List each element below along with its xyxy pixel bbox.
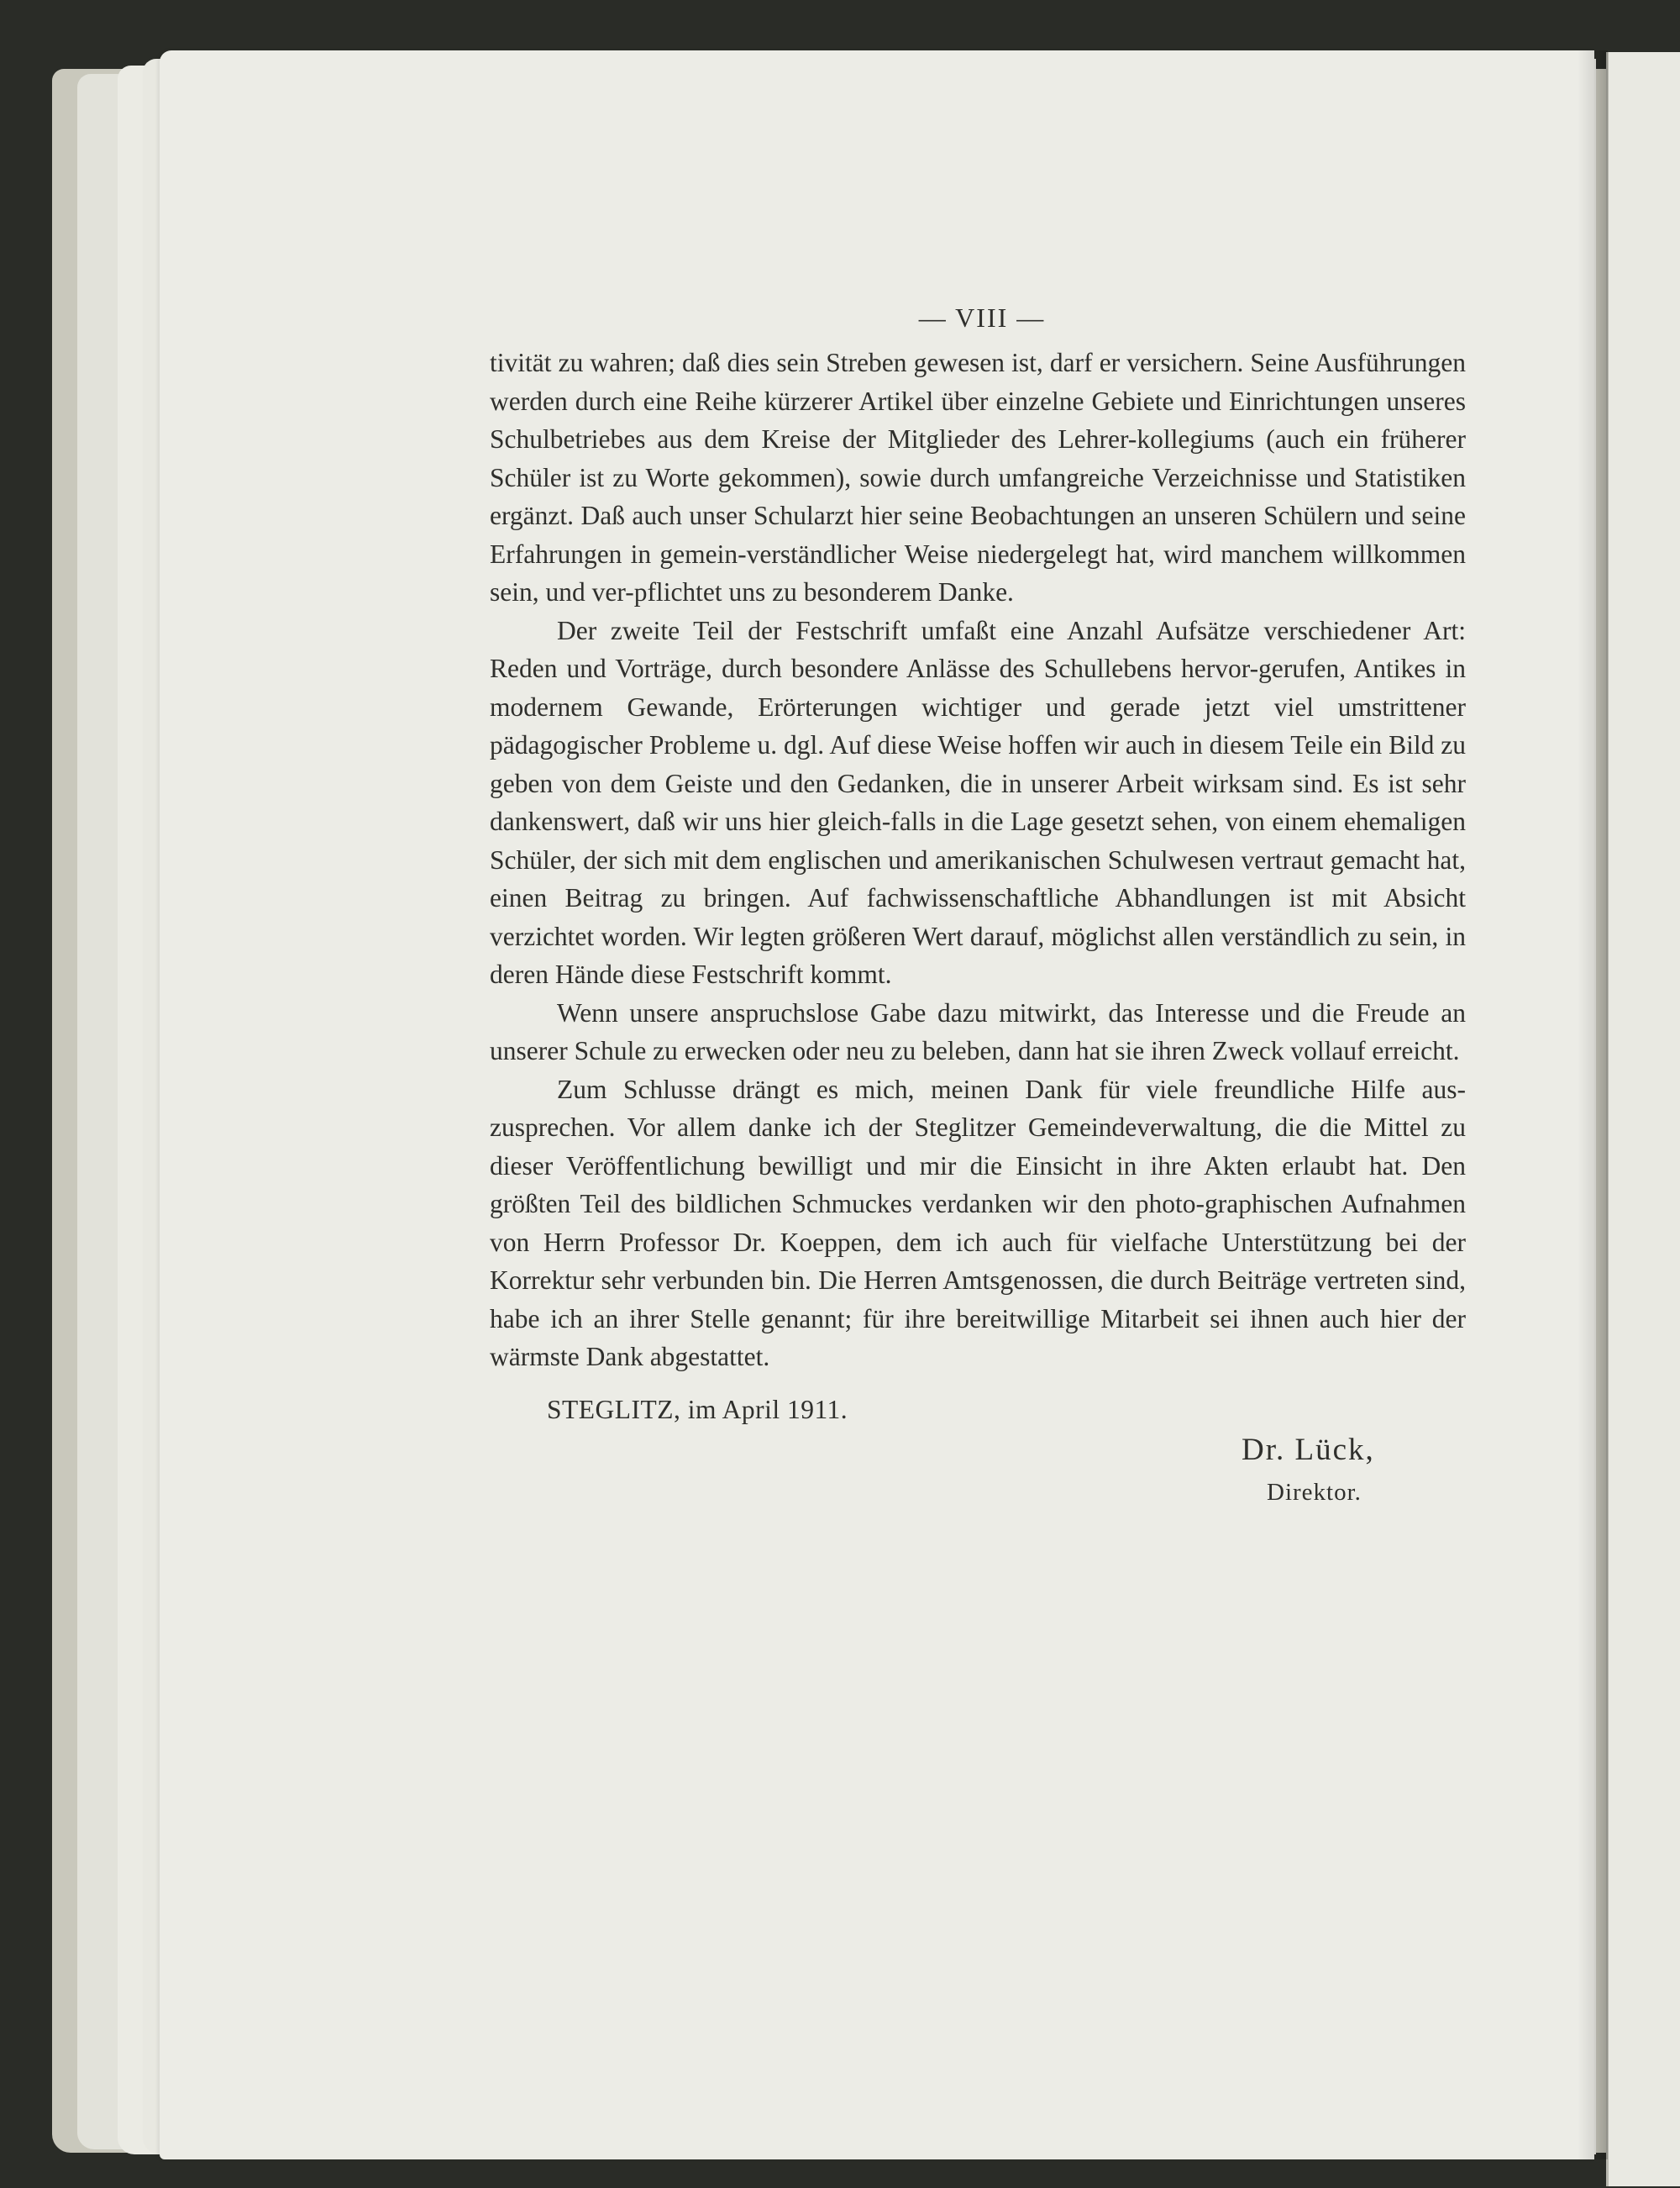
paragraph-1: tivität zu wahren; daß dies sein Streben gewesen ist, darf er versichern. Seine Ausführungen werden durch eine Reihe kürzerer Artikel über einzelne Gebiete und Einrichtungen unseres Schulbetriebes aus dem Kreise der Mitglieder des Lehrer-kollegiums (auch ein früherer Schüler ist zu Worte gekommen), sowie durch umfangreiche Verzeichnisse und Statistiken ergänzt. Daß auch unser Schularzt hier seine Beobachtungen an unseren Schülern und seine Erfahrungen in gemein-verständlicher Weise niedergelegt hat, wird manchem willkommen sein, und ver-pflichtet uns zu besonderem Danke. xyxy=(490,348,1466,607)
page-number: — VIII — xyxy=(918,302,1046,333)
place-date: STEGLITZ, im April 1911. xyxy=(547,1394,848,1424)
page-content xyxy=(490,302,1466,1521)
gutter-shadow xyxy=(1578,50,1608,2159)
signatory-role: Direktor. xyxy=(1267,1478,1362,1506)
signature: Dr. Lück, xyxy=(1242,1432,1375,1467)
paragraph-4: Zum Schlusse drängt es mich, meinen Dank für viele freundliche Hilfe aus-zusprechen. Vor allem danke ich der Steglitzer Gemeindeverwaltung, die die Mittel zu dieser Veröffentlichung bewilligt und mir die Einsicht in ihre Akten erlaubt hat. Den größten Teil des bildlichen Schmuckes verdanken wir den photo-graphischen Aufnahmen von Herrn Professor Dr. Koeppen, dem ich auch für vielfache Unterstützung bei der Korrektur sehr verbunden bin. Die Herren Amtsgenossen, die durch Beiträge vertreten sind, habe ich an ihrer Stelle genannt; für ihre bereitwillige Mitarbeit sei ihnen auch hier der wärmste Dank abgestattet. xyxy=(490,1074,1466,1371)
paragraph-2: Der zweite Teil der Festschrift umfaßt eine Anzahl Aufsätze verschiedener Art: Reden und Vorträge, durch besondere Anlässe des Schullebens hervor-gerufen, Antikes in modernem Gewande, Erörterungen wichtiger und gerade jetzt viel umstrittener pädagogischer Probleme u. dgl. Auf diese Weise hoffen wir auch in diesem Teile ein Bild zu geben von dem Geiste und den Gedanken, die in unserer Arbeit wirksam sind. Es ist sehr dankenswert, daß wir uns hier gleich-falls in die Lage gesetzt sehen, von einem ehemaligen Schüler, der sich mit dem englischen und amerikanischen Schulwesen vertraut gemacht hat, einen Beitrag zu bringen. Auf fachwissenschaftliche Abhandlungen ist mit Absicht verzichtet worden. Wir legten größeren Wert darauf, möglichst allen verständlich zu sein, in deren Hände diese Festschrift kommt. xyxy=(490,615,1466,989)
facing-page-edge xyxy=(1606,52,1680,2186)
paragraph-3: Wenn unsere anspruchslose Gabe dazu mitwirkt, das Interesse und die Freude an unserer Schule zu erwecken oder neu zu beleben, dann hat sie ihren Zweck vollauf erreicht. xyxy=(490,997,1466,1065)
closing-block xyxy=(490,1395,1466,1521)
